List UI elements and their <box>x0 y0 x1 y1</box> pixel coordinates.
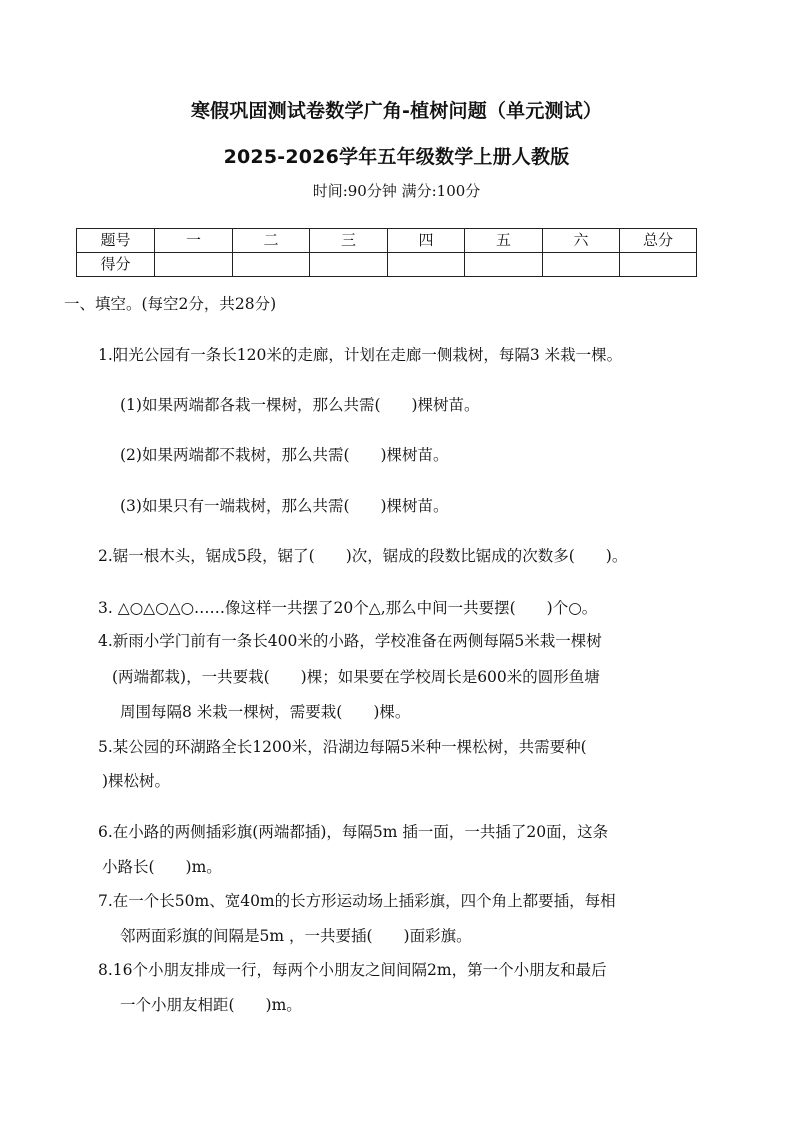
question-5-line-1: 5.某公园的环湖路全长1200米，沿湖边每隔5米种一棵松树，共需要种( <box>98 738 587 756</box>
question-4-line-1: 4.新雨小学门前有一条长400米的小路，学校准备在两侧每隔5米栽一棵树 <box>98 632 602 650</box>
question-4-line-2: (两端都栽)，一共要栽( )棵；如果要在学校周长是600米的圆形鱼塘 <box>112 668 600 686</box>
question-1: 1.阳光公园有一条长120米的走廊，计划在走廊一侧栽树，每隔3 米栽一棵。 <box>98 346 623 364</box>
score-table-column-header: 一 <box>155 229 233 253</box>
score-table-column-header: 总分 <box>620 229 697 253</box>
question-5-line-2: )棵松树。 <box>102 772 171 790</box>
question-7-line-2: 邻两面彩旗的间隔是5m ，一共要插( )面彩旗。 <box>120 927 472 945</box>
question-6-line-1: 6.在小路的两侧插彩旗(两端都插)，每隔5m 插一面，一共插了20面，这条 <box>98 823 609 841</box>
question-4-line-3: 周围每隔8 米栽一棵树，需要栽( )棵。 <box>120 703 411 721</box>
section-heading: 一、填空。(每空2分，共28分) <box>64 295 277 313</box>
score-table-column-header: 二 <box>233 229 310 253</box>
score-table-column-header: 六 <box>543 229 620 253</box>
question-2: 2.锯一根木头，锯成5段，锯了( )次，锯成的段数比锯成的次数多( )。 <box>98 547 628 565</box>
question-8-line-2: 一个小朋友相距( )m。 <box>120 996 302 1014</box>
question-8-line-1: 8.16个小朋友排成一行，每两个小朋友之间间隔2m，第一个小朋友和最后 <box>98 961 607 979</box>
question-1-part-3: (3)如果只有一端栽树，那么共需( )棵树苗。 <box>120 497 449 515</box>
score-cell[interactable] <box>155 253 233 277</box>
score-table <box>76 228 697 277</box>
score-table-header-row <box>77 229 697 253</box>
question-6-line-2: 小路长( )m。 <box>102 858 222 876</box>
exam-time-and-score: 时间:90分钟 满分:100分 <box>312 182 481 200</box>
score-cell[interactable] <box>465 253 543 277</box>
score-table-row-label: 得分 <box>77 253 155 277</box>
score-table-score-row <box>77 253 697 277</box>
question-3: 3. △○△○△○……像这样一共摆了20个△,那么中间一共要摆( )个○。 <box>98 599 598 617</box>
question-1-part-2: (2)如果两端都不栽树，那么共需( )棵树苗。 <box>120 446 449 464</box>
exam-title: 寒假巩固测试卷数学广角-植树问题（单元测试） <box>190 100 603 122</box>
exam-subtitle: 2025-2026学年五年级数学上册人教版 <box>223 146 570 168</box>
question-1-part-1: (1)如果两端都各栽一棵树，那么共需( )棵树苗。 <box>120 396 480 414</box>
score-cell[interactable] <box>388 253 465 277</box>
score-cell[interactable] <box>233 253 310 277</box>
score-table-row-label: 题号 <box>77 229 155 253</box>
score-table-column-header: 四 <box>388 229 465 253</box>
score-cell[interactable] <box>310 253 388 277</box>
score-cell[interactable] <box>620 253 697 277</box>
score-cell[interactable] <box>543 253 620 277</box>
question-7-line-1: 7.在一个长50m、宽40m的长方形运动场上插彩旗，四个角上都要插，每相 <box>98 892 616 910</box>
score-table-column-header: 三 <box>310 229 388 253</box>
score-table-column-header: 五 <box>465 229 543 253</box>
